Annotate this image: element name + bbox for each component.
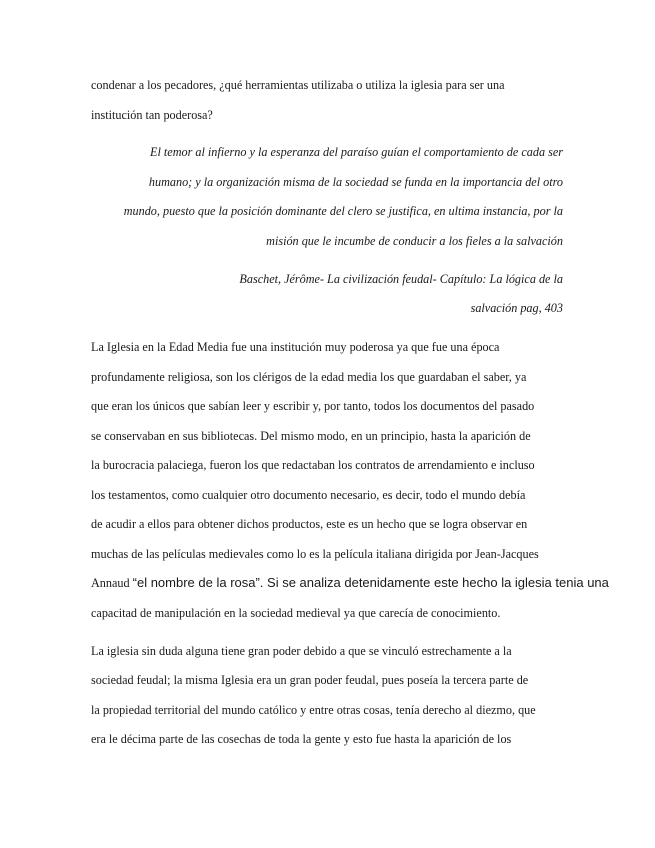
quote-line: El temor al infierno y la esperanza del paraíso guían el comportamiento de cada ser xyxy=(150,145,563,159)
body-line: profundamente religiosa, son los clérigos de la edad media los que guardaban el saber, ya xyxy=(91,370,527,384)
body-line: se conservaban en sus bibliotecas. Del mismo modo, en un principio, hasta la aparición de xyxy=(91,429,531,443)
citation-line: salvación pag, 403 xyxy=(470,301,563,315)
citation-line: Baschet, Jérôme- La civilización feudal- Capítulo: La lógica de la xyxy=(239,272,563,286)
intro-line: condenar a los pecadores, ¿qué herramientas utilizaba o utiliza la iglesia para ser una xyxy=(91,78,505,92)
body-line: era le décima parte de las cosechas de toda la gente y esto fue hasta la aparición de los xyxy=(91,732,512,746)
quote-line: misión que le incumbe de conducir a los fieles a la salvación xyxy=(266,234,563,248)
body-line: sociedad feudal; la misma Iglesia era un gran poder feudal, pues poseía la tercera parte de xyxy=(91,673,529,687)
body-line: la propiedad territorial del mundo católico y entre otras cosas, tenía derecho al diezmo, que xyxy=(91,703,536,717)
body-line: La iglesia sin duda alguna tiene gran poder debido a que se vinculó estrechamente a la xyxy=(91,644,512,658)
quote-line: mundo, puesto que la posición dominante del clero se justifica, en ultima instancia, por la xyxy=(123,204,563,218)
intro-line: institución tan poderosa? xyxy=(91,108,213,122)
body-line: los testamentos, como cualquier otro documento necesario, es decir, todo el mundo debía xyxy=(91,488,526,502)
body-line-lead: Annaud xyxy=(91,576,133,590)
body-line: la burocracia palaciega, fueron los que redactaban los contratos de arrendamiento e incluso xyxy=(91,458,535,472)
quote-line: humano; y la organización misma de la sociedad se funda en la importancia del otro xyxy=(148,175,563,189)
body-line-mixed xyxy=(91,575,609,591)
body-line: de acudir a ellos para obtener dichos productos, este es un hecho que se logra observar en xyxy=(91,517,528,531)
body-line: capacitad de manipulación en la sociedad medieval ya que carecía de conocimiento. xyxy=(91,606,501,620)
body-line: La Iglesia en la Edad Media fue una institución muy poderosa ya que fue una época xyxy=(91,340,500,354)
body-line: que eran los únicos que sabían leer y escribir y, por tanto, todos los documentos del pasado xyxy=(91,399,535,413)
body-line: muchas de las películas medievales como lo es la película italiana dirigida por Jean-Jacques xyxy=(91,547,539,561)
body-line-condensed: “el nombre de la rosa”. Si se analiza detenidamente este hecho la iglesia tenia una xyxy=(132,575,609,590)
